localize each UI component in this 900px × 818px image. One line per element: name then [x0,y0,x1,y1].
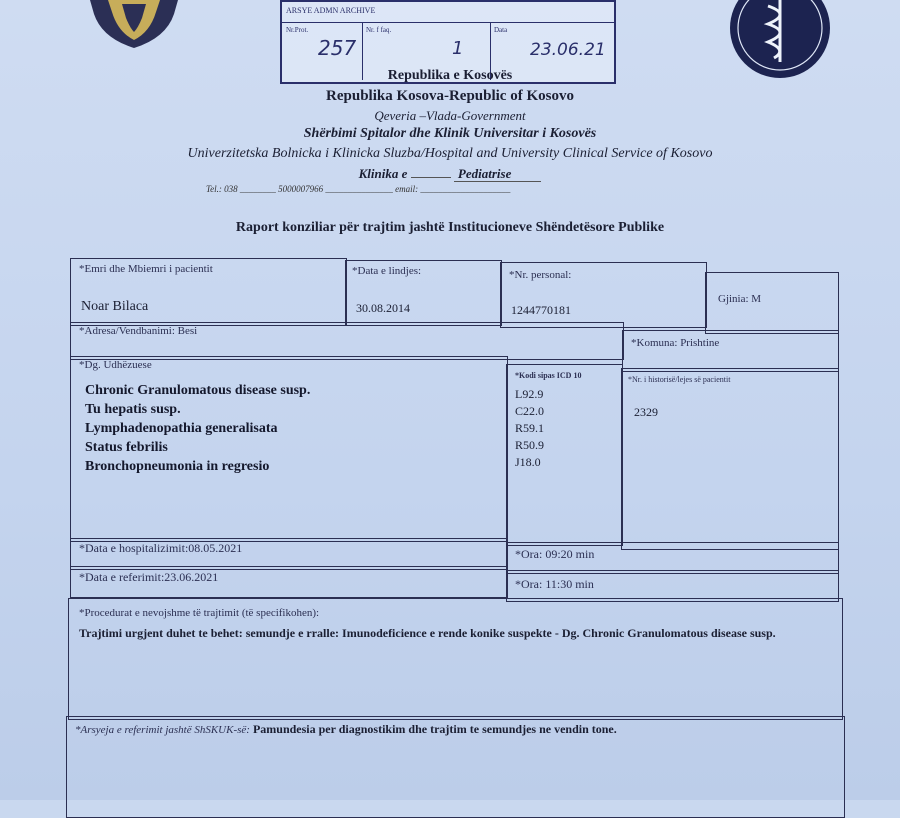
address-label: *Adresa/Vendbanimi: Besi [79,325,198,337]
referral-date: *Data e referimit:23.06.2021 [79,570,219,584]
icd-codes-cell [506,364,623,546]
icd-code: J18.0 [515,455,541,469]
patient-name-value: Noar Bilaca [81,299,149,314]
referral-date-cell [70,566,508,598]
reason-label: *Arsyeja e referimit jashtë ShSKUK-së: [75,724,250,736]
header-republika-short: Republika e Kosovës [387,68,513,83]
history-label: *Nr. i historisë/lejes së pacientit [628,375,731,384]
history-value: 2329 [634,405,658,419]
personal-nr-cell [500,262,707,328]
patient-name-cell [70,258,347,326]
report-title: Raport konziliar për trajtim jashtë Institucioneve Shëndetësore Publike [235,220,665,235]
icd-label: *Kodi sipas ICD 10 [515,371,582,380]
diagnosis-item: Bronchopneumonia in regresio [85,459,270,474]
diagnosis-item: Lymphadenopathia generalisata [85,421,278,436]
icd-code: R59.1 [515,421,545,435]
personal-nr-value: 1244770181 [511,303,571,317]
header-service-sr-en: Univerzitetska Bolnicka i Klinicka Sluzba/Hospital and University Clinical Service of Kosovo [187,146,713,161]
klinika-value: Pediatrise [454,166,541,182]
icd-code: L92.9 [515,387,544,401]
klinika-label: Klinika e [358,166,408,181]
diagnosis-label: *Dg. Udhëzuese [79,359,152,371]
hospitalization-date: *Data e hospitalizimit:08.05.2021 [79,541,243,555]
diagnosis-item: Chronic Granulomatous disease susp. [85,383,311,398]
stamp-nr-faq-value: 1 [452,38,464,59]
gender-cell [705,272,839,334]
patient-name-label: *Emri dhe Mbiemri i pacientit [79,263,213,275]
personal-nr-label: *Nr. personal: [509,269,572,281]
birth-date-cell [345,260,502,326]
header-klinika [0,166,900,182]
komuna-label: *Komuna: Prishtine [631,337,720,349]
procedures-text: Trajtimi urgjent duhet te behet: semundje e rralle: Imunodeficience e rende konike suspekte - Dg. Chronic Granulomatous disease susp. [79,626,776,640]
stamp-data-label: Data [494,26,508,34]
diagnosis-cell [70,356,508,542]
header-government: Qeveria –Vlada-Government [374,108,526,123]
icd-code: R50.9 [515,438,545,452]
address-cell [70,322,624,360]
header-tel-line: Tel.: 038 ________ 5000007966 _______________ email: ____________________ [206,184,511,194]
komuna-cell [622,330,839,372]
icd-code: C22.0 [515,404,545,418]
kosovo-coat-of-arms-emblem [86,0,182,48]
referral-time: *Ora: 11:30 min [515,577,594,591]
stamp-nr-faq-label: Nr. f faq. [366,26,392,34]
referral-reason-cell [66,716,845,818]
procedures-cell [68,598,843,720]
diagnosis-item: Tu hepatis susp. [85,402,181,417]
stamp-data-value: 23.06.21 [530,40,606,60]
diagnosis-item: Status febrilis [85,440,168,455]
birth-date-label: *Data e lindjes: [352,265,422,277]
hospital-caduceus-logo [722,0,840,78]
reason-text: Pamundesia per diagnostikim dhe trajtim te semundjes ne vendin tone. [252,722,617,736]
stamp-nr-prot-label: Nr.Prot. [286,26,309,34]
hospitalization-time: *Ora: 09:20 min [515,547,595,561]
birth-date-value: 30.08.2014 [356,301,410,315]
gender-label: Gjinia: M [718,293,762,305]
header-service-sq: Shërbimi Spitalor dhe Klinik Universitar i Kosovës [303,126,597,141]
procedures-label: *Procedurat e nevojshme të trajtimit (të specifikohen): [79,607,320,619]
stamp-header: ARSYE ADMN ARCHIVE [286,6,376,15]
stamp-nr-prot-value: 257 [318,36,357,60]
header-republika-full: Republika Kosova-Republic of Kosovo [326,88,574,104]
history-nr-cell [621,368,839,550]
referral-reason [75,721,825,738]
